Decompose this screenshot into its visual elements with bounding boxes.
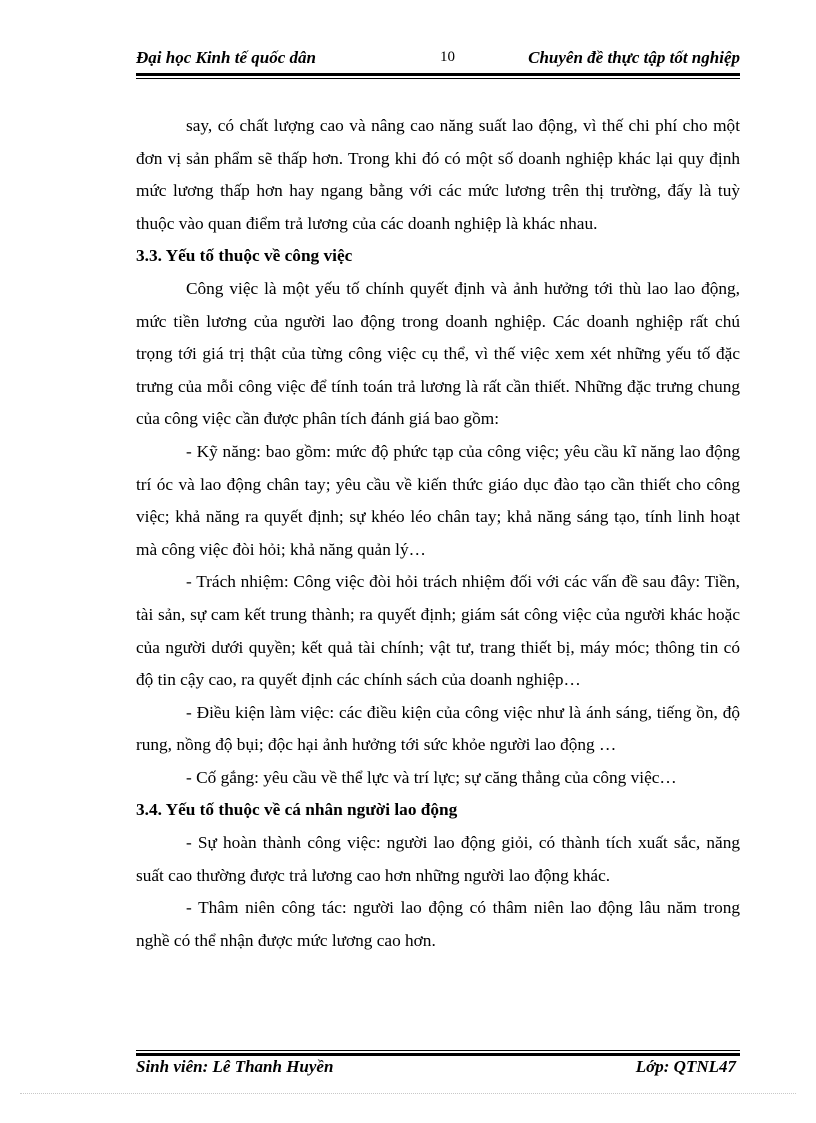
paragraph-wage-policy: say, có chất lượng cao và nâng cao năng suất lao động, vì thế chi phí cho một đơn vị sản phẩm sẽ thấp hơn. Trong khi đó có một số doanh nghiệp khác lại quy định mức lương thấp hơn hay ngang bằng với các mức lương trên thị trường, đấy là tuỳ thuộc vào quan điểm trả lương của các doanh nghiệp là khác nhau.: [136, 116, 740, 233]
paragraph-working-conditions: - Điều kiện làm việc: các điều kiện của công việc như là ánh sáng, tiếng ồn, độ rung, nồng độ bụi; độc hại ảnh hưởng tới sức khỏe người lao động …: [136, 702, 740, 755]
footer-class: Lớp: QTNL47: [635, 1057, 736, 1076]
page-bottom-edge: [20, 1093, 796, 1094]
paragraph-skills: - Kỹ năng: bao gồm: mức độ phức tạp của công việc; yêu cầu kĩ năng lao động trí óc và lao động chân tay; yêu cầu về kiến thức giáo dục đào tạo cần thiết cho công việc; khả năng ra quyết định; sự khéo léo chân tay; khả năng sáng tạo, tính linh hoạt mà công việc đòi hỏi; khả năng quản lý…: [136, 441, 740, 559]
heading-section-3-3: 3.3. Yếu tố thuộc về công việc: [136, 246, 353, 266]
page-header: [136, 46, 740, 74]
footer-student: Sinh viên: Lê Thanh Huyền: [136, 1057, 334, 1076]
paragraph-job-completion: - Sự hoàn thành công việc: người lao động giỏi, có thành tích xuất sắc, năng suất cao thường được trả lương cao hơn những người lao động khác.: [136, 833, 740, 885]
header-university: Đại học Kinh tế quốc dân: [136, 48, 316, 67]
header-rule-thick: [136, 73, 740, 76]
paragraph-job-factors: Công việc là một yếu tố chính quyết định và ảnh hưởng tới thù lao lao động, mức tiền lương của người lao động trong doanh nghiệp. Các doanh nghiệp rất chú trọng tới giá trị thật của từng công việc cụ thể, vì thế việc xem xét những yếu tố đặc trưng của mỗi công việc để tính toán trả lương là rất cần thiết. Những đặc trưng chung của công việc cần được phân tích đánh giá bao gồm:: [136, 278, 740, 429]
footer-rule-thin: [136, 1050, 740, 1051]
header-document-type: Chuyên đề thực tập tốt nghiệp: [528, 48, 740, 67]
paragraph-responsibility: - Trách nhiệm: Công việc đòi hỏi trách nhiệm đối với các vấn đề sau đây: Tiền, tài sản, sự cam kết trung thành; ra quyết định; giám sát công việc của người khác hoặc của người dưới quyền; kết quả tài chính; vật tư, trang thiết bị, máy móc; thông tin có độ tin cậy cao, ra quyết định các chính sách của doanh nghiệp…: [136, 572, 740, 690]
paragraph-effort: - Cố gắng: yêu cầu về thể lực và trí lực; sự căng thẳng của công việc…: [186, 767, 677, 787]
heading-section-3-4: 3.4. Yếu tố thuộc về cá nhân người lao động: [136, 800, 458, 820]
page-number: 10: [440, 49, 455, 65]
paragraph-seniority: - Thâm niên công tác: người lao động có thâm niên lao động lâu năm trong nghề có thể nhận được mức lương cao hơn.: [136, 898, 740, 950]
header-rule-thin: [136, 78, 740, 79]
page-footer: [136, 1055, 740, 1081]
body-text: [136, 110, 740, 957]
